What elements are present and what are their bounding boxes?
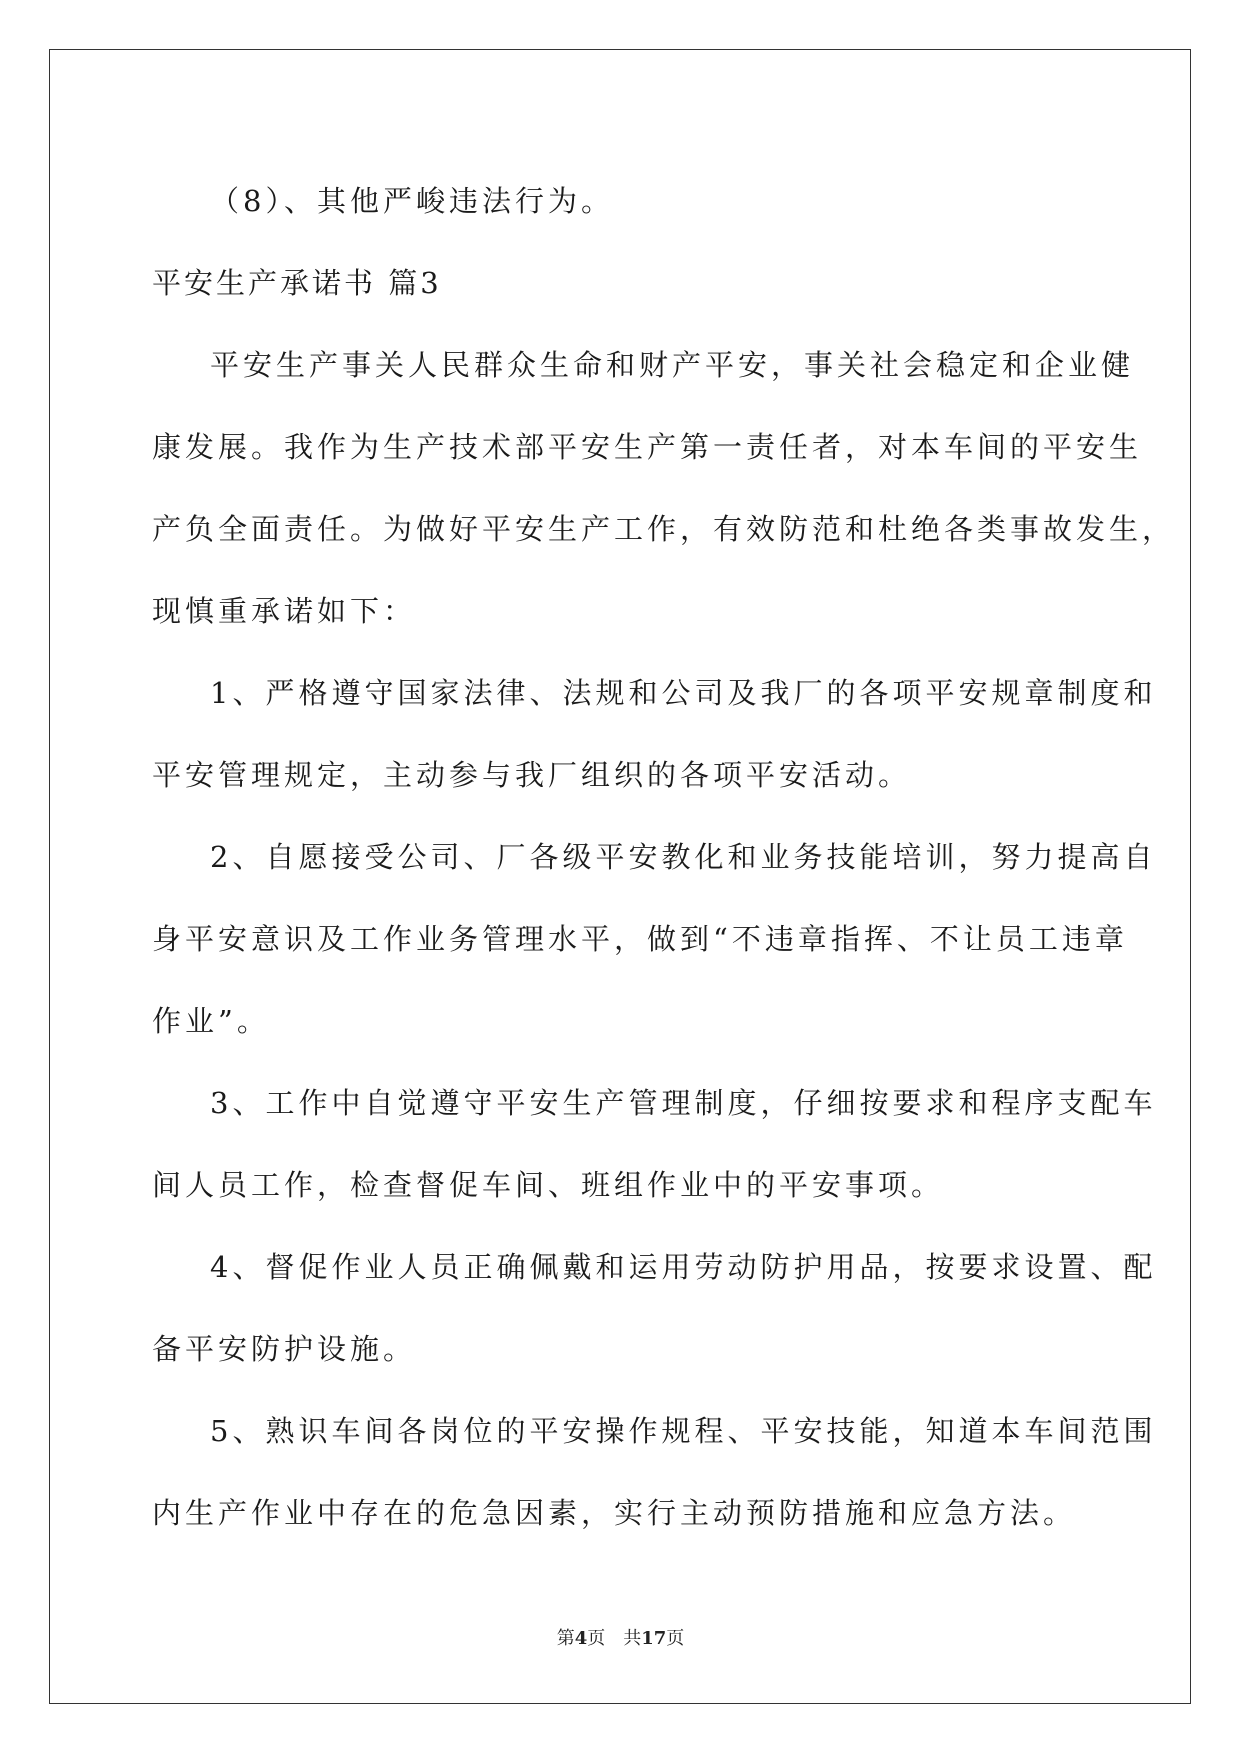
footer-page-suffix: 页 (587, 1628, 606, 1649)
text-line: 平安管理规定，主动参与我厂组织的各项平安活动。 (152, 758, 912, 792)
text-line: 备平安防护设施。 (152, 1332, 417, 1366)
page-footer (0, 1624, 1241, 1650)
text-line: 间人员工作，检查督促车间、班组作业中的平安事项。 (152, 1168, 945, 1202)
text-line: 4、督促作业人员正确佩戴和运用劳动防护用品，按要求设置、配 (210, 1250, 1157, 1284)
footer-total-prefix: 共 (623, 1628, 642, 1649)
text-line: 作业”。 (152, 1004, 270, 1038)
text-line: 2、自愿接受公司、厂各级平安教化和业务技能培训，努力提高自 (210, 840, 1157, 874)
text-line: 1、严格遵守国家法律、法规和公司及我厂的各项平安规章制度和 (210, 676, 1157, 710)
footer-total-suffix: 页 (666, 1628, 685, 1649)
footer-page-number: 4 (574, 1628, 588, 1649)
text-line: 身平安意识及工作业务管理水平，做到“不违章指挥、不让员工违章 (152, 922, 1128, 956)
text-line: 产负全面责任。为做好平安生产工作，有效防范和杜绝各类事故发生， (152, 512, 1176, 546)
text-line: 5、熟识车间各岗位的平安操作规程、平安技能，知道本车间范围 (210, 1414, 1157, 1448)
text-line: 现慎重承诺如下： (152, 594, 417, 628)
text-line: 平安生产事关人民群众生命和财产平安，事关社会稳定和企业健 (210, 348, 1135, 382)
text-line: （8）、其他严峻违法行为。 (210, 184, 614, 218)
section-heading: 平安生产承诺书 篇3 (152, 266, 442, 300)
document-body (152, 160, 1176, 1554)
text-line: 内生产作业中存在的危急因素，实行主动预防措施和应急方法。 (152, 1496, 1077, 1530)
footer-prefix: 第 (556, 1628, 575, 1649)
text-line: 康发展。我作为生产技术部平安生产第一责任者，对本车间的平安生 (152, 430, 1143, 464)
footer-total-pages: 17 (641, 1628, 667, 1649)
text-line: 3、工作中自觉遵守平安生产管理制度，仔细按要求和程序支配车 (210, 1086, 1157, 1120)
